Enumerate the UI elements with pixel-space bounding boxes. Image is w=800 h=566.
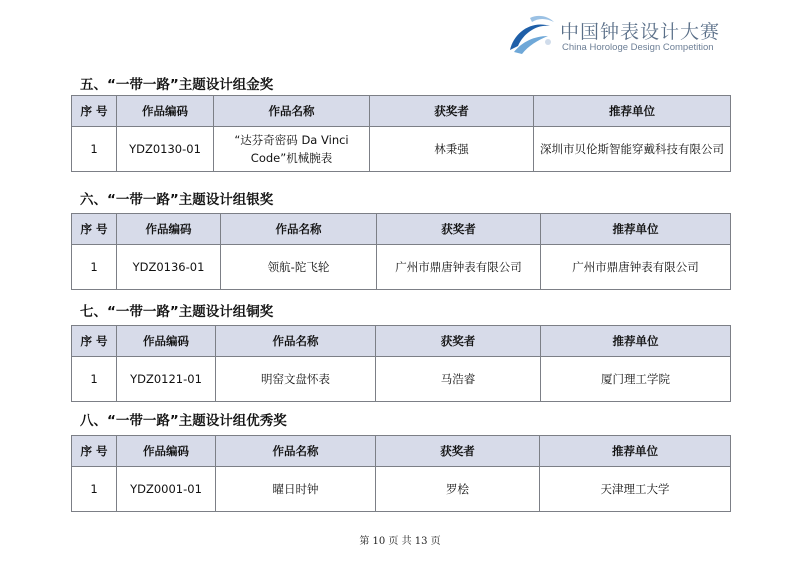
cell-unit: 广州市鼎唐钟表有限公司	[541, 245, 731, 290]
cell-winner: 林秉强	[370, 127, 534, 172]
cell-no: 1	[72, 357, 117, 402]
award-table	[71, 95, 731, 172]
header-unit: 推荐单位	[534, 96, 731, 127]
award-table	[71, 213, 731, 290]
cell-name-line1: “达芬奇密码 Da Vinci	[234, 133, 349, 147]
section-title: 六、“一带一路”主题设计组银奖	[80, 192, 274, 208]
header-no: 序 号	[72, 326, 117, 357]
header-no: 序 号	[72, 436, 117, 467]
header-name: 作品名称	[221, 214, 377, 245]
header-code: 作品编码	[117, 214, 221, 245]
table-row	[72, 245, 731, 290]
header-name: 作品名称	[214, 96, 370, 127]
cell-unit: 厦门理工学院	[541, 357, 731, 402]
header-unit: 推荐单位	[540, 436, 731, 467]
cell-code: YDZ0136-01	[117, 245, 221, 290]
cell-unit: 天津理工大学	[540, 467, 731, 512]
table-row	[72, 127, 731, 172]
header-winner: 获奖者	[377, 214, 541, 245]
cell-code: YDZ0130-01	[117, 127, 214, 172]
section-title: 八、“一带一路”主题设计组优秀奖	[80, 413, 287, 429]
cell-no: 1	[72, 245, 117, 290]
header-winner: 获奖者	[370, 96, 534, 127]
header-unit: 推荐单位	[541, 214, 731, 245]
cell-name-line2: Code”机械腕表	[250, 151, 333, 165]
section-title: 七、“一带一路”主题设计组铜奖	[80, 304, 274, 320]
table-header-row	[72, 96, 731, 127]
cell-winner: 马浩睿	[376, 357, 541, 402]
cell-name: 明窑文盘怀表	[216, 357, 376, 402]
header-code: 作品编码	[117, 436, 216, 467]
section-title: 五、“一带一路”主题设计组金奖	[80, 77, 274, 93]
cell-code: YDZ0001-01	[117, 467, 216, 512]
cell-name	[214, 127, 370, 172]
competition-logo	[504, 12, 734, 58]
table-header-row	[72, 326, 731, 357]
table-header-row	[72, 214, 731, 245]
table-row	[72, 357, 731, 402]
cell-no: 1	[72, 127, 117, 172]
header-no: 序 号	[72, 96, 117, 127]
logo-title-cn: 中国钟表设计大赛	[560, 21, 721, 43]
cell-code: YDZ0121-01	[117, 357, 216, 402]
header-name: 作品名称	[216, 436, 376, 467]
header-code: 作品编码	[117, 326, 216, 357]
cell-unit: 深圳市贝伦斯智能穿戴科技有限公司	[534, 127, 731, 172]
award-table	[71, 325, 731, 402]
cell-name: 曜日时钟	[216, 467, 376, 512]
header-name: 作品名称	[216, 326, 376, 357]
header-winner: 获奖者	[376, 436, 540, 467]
cell-winner: 广州市鼎唐钟表有限公司	[377, 245, 541, 290]
header-unit: 推荐单位	[541, 326, 731, 357]
header-code: 作品编码	[117, 96, 214, 127]
cell-winner: 罗桧	[376, 467, 540, 512]
header-no: 序 号	[72, 214, 117, 245]
award-table	[71, 435, 731, 512]
logo-swirl-icon	[504, 12, 558, 58]
table-row	[72, 467, 731, 512]
page-footer: 第 10 页 共 13 页	[359, 536, 441, 547]
table-header-row	[72, 436, 731, 467]
header-winner: 获奖者	[376, 326, 541, 357]
logo-title-en: China Horologe Design Competition	[562, 42, 714, 53]
cell-name: 领航-陀飞轮	[221, 245, 377, 290]
cell-no: 1	[72, 467, 117, 512]
